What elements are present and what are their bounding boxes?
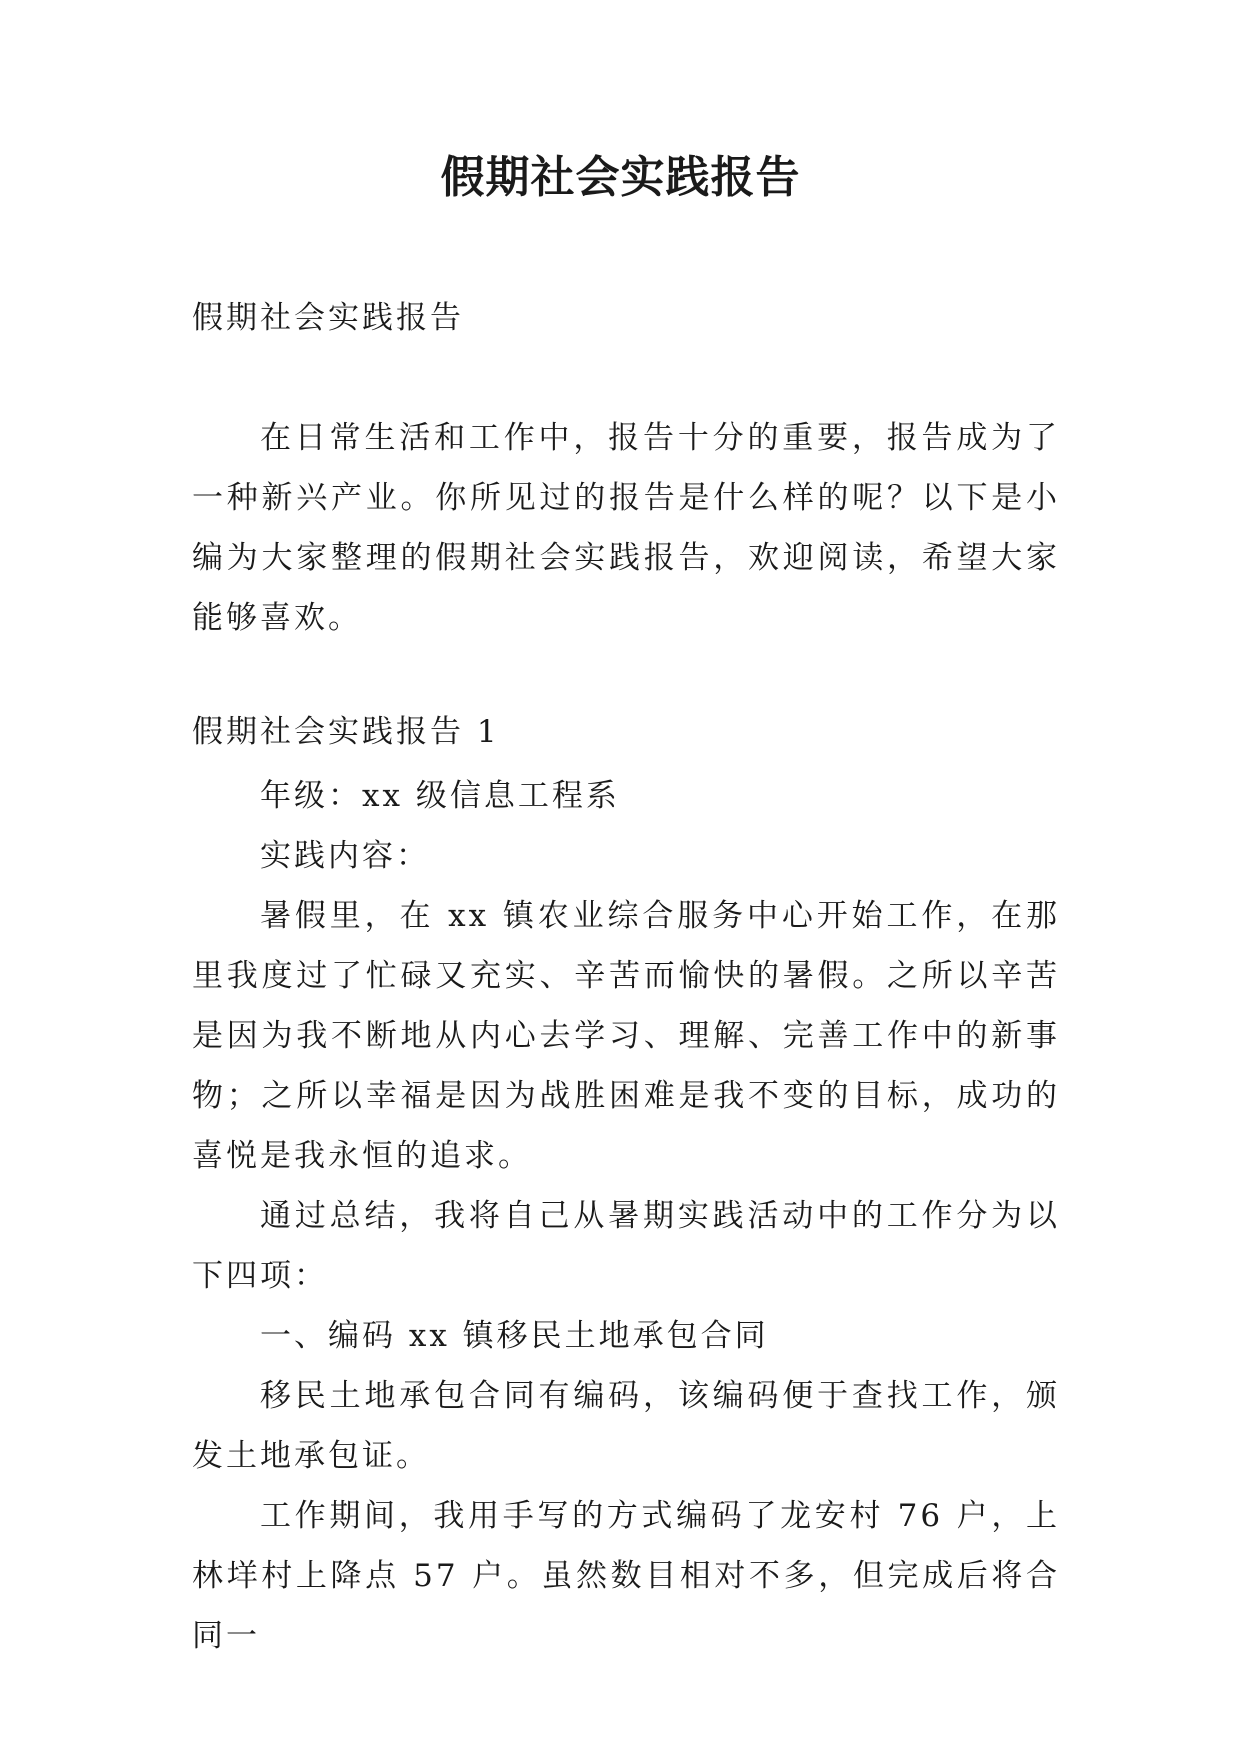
body-paragraph: 暑假里，在 xx 镇农业综合服务中心开始工作，在那里我度过了忙碌又充实、辛苦而愉快的暑假。之所以辛苦是因为我不断地从内心去学习、理解、完善工作中的新事物；之所以幸福是因为战胜困难是我不变的目标，成功的喜悦是我永恒的追求。 — [192, 898, 1060, 1174]
grade-line: 年级：xx 级信息工程系 — [260, 778, 620, 814]
body-paragraph: 通过总结，我将自己从暑期实践活动中的工作分为以下四项： — [192, 1198, 1060, 1294]
body-paragraph: 移民土地承包合同有编码，该编码便于查找工作，颁发土地承包证。 — [192, 1378, 1060, 1474]
body-paragraph: 工作期间，我用手写的方式编码了龙安村 76 户，上林垟村上降点 57 户。虽然数目相对不多，但完成后将合同一 — [192, 1498, 1060, 1654]
item-heading: 一、编码 xx 镇移民土地承包合同 — [260, 1318, 769, 1354]
intro-paragraph: 在日常生活和工作中，报告十分的重要，报告成为了一种新兴产业。你所见过的报告是什么样的呢？以下是小编为大家整理的假期社会实践报告，欢迎阅读，希望大家能够喜欢。 — [192, 420, 1060, 636]
document-title: 假期社会实践报告 — [440, 152, 801, 203]
document-subtitle: 假期社会实践报告 — [192, 300, 464, 336]
content-label: 实践内容： — [260, 838, 430, 874]
section-heading: 假期社会实践报告 1 — [192, 714, 500, 750]
document-body — [192, 288, 1060, 1666]
